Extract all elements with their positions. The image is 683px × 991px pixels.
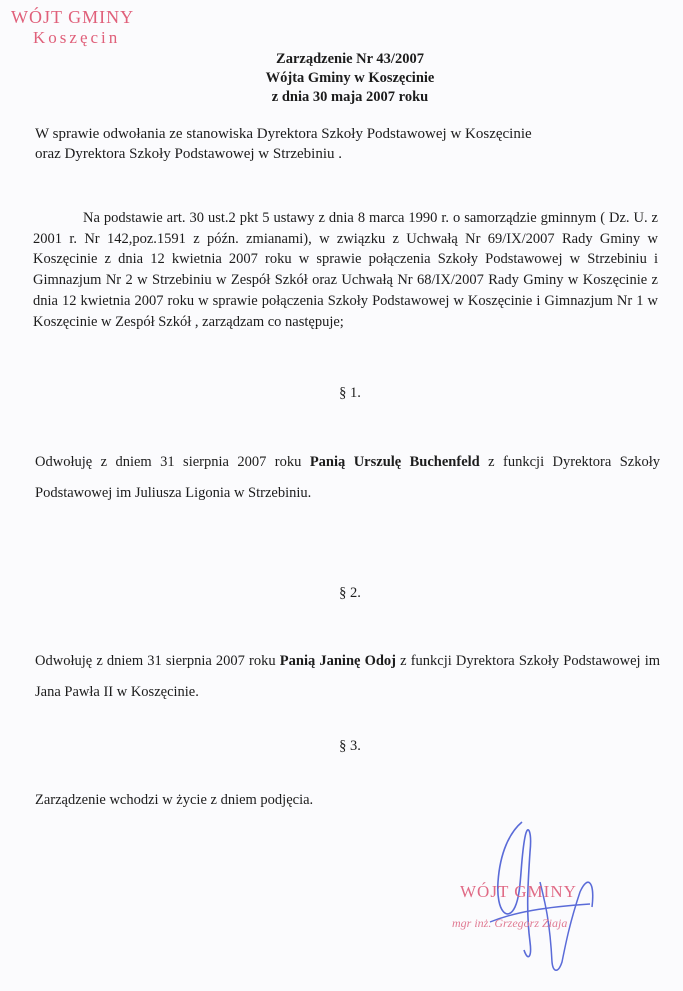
stamp-line-1: WÓJT GMINY	[11, 7, 135, 27]
section-mark-2: § 2.	[339, 585, 361, 601]
document-header	[190, 50, 510, 107]
office-stamp	[11, 7, 134, 47]
subject-line-2: oraz Dyrektora Szkoły Podstawowej w Strzebiniu .	[35, 146, 343, 162]
section-2-before: Odwołuję z dniem 31 sierpnia 2007 roku	[35, 653, 276, 669]
section-2-paragraph	[35, 646, 660, 708]
section-2-after: z funkcji Dyrektora Szkoły Podstawowej im Jana Pawła II w Koszęcinie.	[35, 653, 661, 700]
section-mark-3: § 3.	[339, 738, 361, 754]
section-mark-1: § 1.	[339, 385, 361, 401]
section-1-person: Panią Urszulę Buchenfeld	[309, 454, 480, 470]
section-3-text: Zarządzenie wchodzi w życie z dniem podjęcia.	[35, 792, 314, 808]
header-authority: Wójta Gminy w Koszęcinie	[265, 70, 435, 86]
section-2-person: Panią Janinę Odoj	[279, 653, 397, 669]
header-title: Zarządzenie Nr 43/2007	[276, 51, 424, 67]
preamble-paragraph	[33, 208, 658, 332]
stamp-line-2: Koszęcin	[33, 27, 121, 47]
subject-line-1: W sprawie odwołania ze stanowiska Dyrektora Szkoły Podstawowej w Koszęcinie	[35, 126, 532, 142]
section-1-after: z funkcji Dyrektora Szkoły Podstawowej im Juliusza Ligonia w Strzebiniu.	[35, 454, 661, 501]
signature-stamp: WÓJT GMINY	[460, 882, 577, 901]
preamble-text: Na podstawie art. 30 ust.2 pkt 5 ustawy z dnia 8 marca 1990 r. o samorządzie gminnym ( Dz. U. z 2001 r. Nr 142,poz.1591 z późn. zmianami), w związku z Uchwałą Nr 69/IX/2007 Rady Gminy w Koszęcinie z dnia 12 kwietnia 2007 roku w sprawie połączenia Szkoły Podstawowej w Strzebiniu i Gimnazjum Nr 2 w Strzebiniu w Zespół Szkół oraz Uchwałą Nr 68/IX/2007 Rady Gminy w Koszęcinie z dnia 12 kwietnia 2007 roku w sprawie połączenia Szkoły Podstawowej w Koszęcinie i Gimnazjum Nr 1 w Koszęcinie w Zespół Szkół , zarządzam co następuje;	[33, 210, 658, 330]
section-1-before: Odwołuję z dniem 31 sierpnia 2007 roku	[35, 454, 302, 470]
signatory-name: mgr inż. Grzegorz Ziaja	[452, 916, 568, 930]
subject	[35, 124, 655, 164]
section-1-paragraph	[35, 447, 660, 509]
header-date: z dnia 30 maja 2007 roku	[271, 89, 429, 105]
